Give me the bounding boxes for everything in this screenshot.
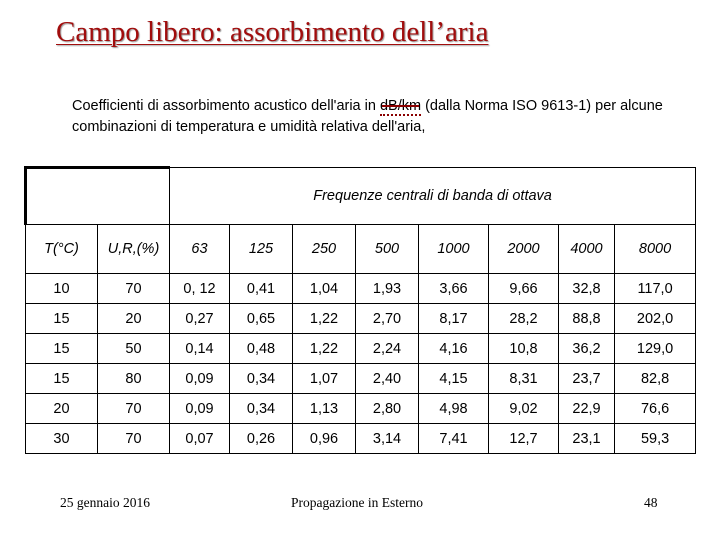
table-cell: 129,0 — [615, 334, 696, 364]
table-cell: 59,3 — [615, 424, 696, 454]
table-cell: 23,1 — [559, 424, 615, 454]
table-cell: 10 — [26, 274, 98, 304]
table-cell: 0,09 — [170, 364, 230, 394]
table-cell: 2,80 — [356, 394, 419, 424]
table-cell: 0,26 — [230, 424, 293, 454]
table-cell: 1,04 — [293, 274, 356, 304]
footer-title: Propagazione in Esterno — [291, 495, 423, 510]
strikethrough-mark — [382, 105, 419, 107]
table-cell: 4,15 — [419, 364, 489, 394]
header-cell: 2000 — [489, 225, 559, 274]
table-cell: 32,8 — [559, 274, 615, 304]
table-cell: 0,14 — [170, 334, 230, 364]
spellcheck-underline — [380, 111, 421, 116]
header-cell: U,R,(%) — [98, 225, 170, 274]
header-cell: T(°C) — [26, 225, 98, 274]
table-cell: 0,09 — [170, 394, 230, 424]
table-cell: 2,24 — [356, 334, 419, 364]
table-cell: 202,0 — [615, 304, 696, 334]
table-cell: 0,34 — [230, 394, 293, 424]
header-cell: 500 — [356, 225, 419, 274]
table-cell: 10,8 — [489, 334, 559, 364]
unit-label — [380, 98, 421, 114]
table-cell: 8,17 — [419, 304, 489, 334]
table-cell: 9,66 — [489, 274, 559, 304]
header-cell: 1000 — [419, 225, 489, 274]
table-cell: 22,9 — [559, 394, 615, 424]
table-cell: 2,70 — [356, 304, 419, 334]
table-row — [26, 364, 696, 394]
table-cell: 3,66 — [419, 274, 489, 304]
header-cell: 125 — [230, 225, 293, 274]
table-cell: 4,16 — [419, 334, 489, 364]
table-cell: 0,41 — [230, 274, 293, 304]
intro-text-start: Coefficienti di assorbimento acustico dell'aria in — [72, 98, 380, 114]
table-cell: 2,40 — [356, 364, 419, 394]
table-cell: 88,8 — [559, 304, 615, 334]
table-cell: 0,65 — [230, 304, 293, 334]
intro-text-end: (dalla Norma ISO 9613-1) per alcune combinazioni di temperatura e umidità relativa dell'aria, — [72, 98, 663, 135]
table-cell: 0,07 — [170, 424, 230, 454]
table-row — [26, 424, 696, 454]
absorption-table — [24, 166, 696, 454]
table-cell: 82,8 — [615, 364, 696, 394]
empty-corner-cell — [26, 168, 170, 225]
band-label-cell — [170, 168, 696, 225]
table-cell: 0,48 — [230, 334, 293, 364]
intro-text — [72, 96, 672, 138]
table-cell: 15 — [26, 364, 98, 394]
table-cell: 0,27 — [170, 304, 230, 334]
table-row — [26, 274, 696, 304]
table-row — [26, 334, 696, 364]
slide-title: Campo libero: assorbimento dell’aria — [56, 16, 489, 48]
table-cell: 20 — [26, 394, 98, 424]
table-cell: 15 — [26, 304, 98, 334]
table-cell: 0, 12 — [170, 274, 230, 304]
table-cell: 30 — [26, 424, 98, 454]
table-cell: 20 — [98, 304, 170, 334]
table-cell: 76,6 — [615, 394, 696, 424]
table-cell: 4,98 — [419, 394, 489, 424]
table-cell: 70 — [98, 274, 170, 304]
header-cell: 8000 — [615, 225, 696, 274]
table-cell: 28,2 — [489, 304, 559, 334]
table-cell: 70 — [98, 424, 170, 454]
table-cell: 1,22 — [293, 334, 356, 364]
table-cell: 80 — [98, 364, 170, 394]
table-cell: 8,31 — [489, 364, 559, 394]
table-cell: 1,93 — [356, 274, 419, 304]
table-cell: 0,96 — [293, 424, 356, 454]
header-cell: 250 — [293, 225, 356, 274]
unit-text: dB/km — [379, 98, 422, 114]
table-cell: 70 — [98, 394, 170, 424]
table-cell: 1,07 — [293, 364, 356, 394]
footer-date: 25 gennaio 2016 — [60, 495, 150, 510]
table-row — [26, 304, 696, 334]
header-cell: 4000 — [559, 225, 615, 274]
table-cell: 0,34 — [230, 364, 293, 394]
header-cell: 63 — [170, 225, 230, 274]
table-cell: 1,13 — [293, 394, 356, 424]
table-cell: 9,02 — [489, 394, 559, 424]
table-row — [26, 394, 696, 424]
table-cell: 1,22 — [293, 304, 356, 334]
table-cell: 12,7 — [489, 424, 559, 454]
page-number: 48 — [644, 495, 658, 510]
table-cell: 36,2 — [559, 334, 615, 364]
table-cell: 15 — [26, 334, 98, 364]
table-cell: 117,0 — [615, 274, 696, 304]
column-header-row — [26, 225, 696, 274]
table-cell: 7,41 — [419, 424, 489, 454]
table-cell: 23,7 — [559, 364, 615, 394]
table-cell: 50 — [98, 334, 170, 364]
table-cell: 3,14 — [356, 424, 419, 454]
band-header-row — [26, 168, 696, 225]
band-label: Frequenze centrali di banda di ottava — [313, 188, 552, 204]
